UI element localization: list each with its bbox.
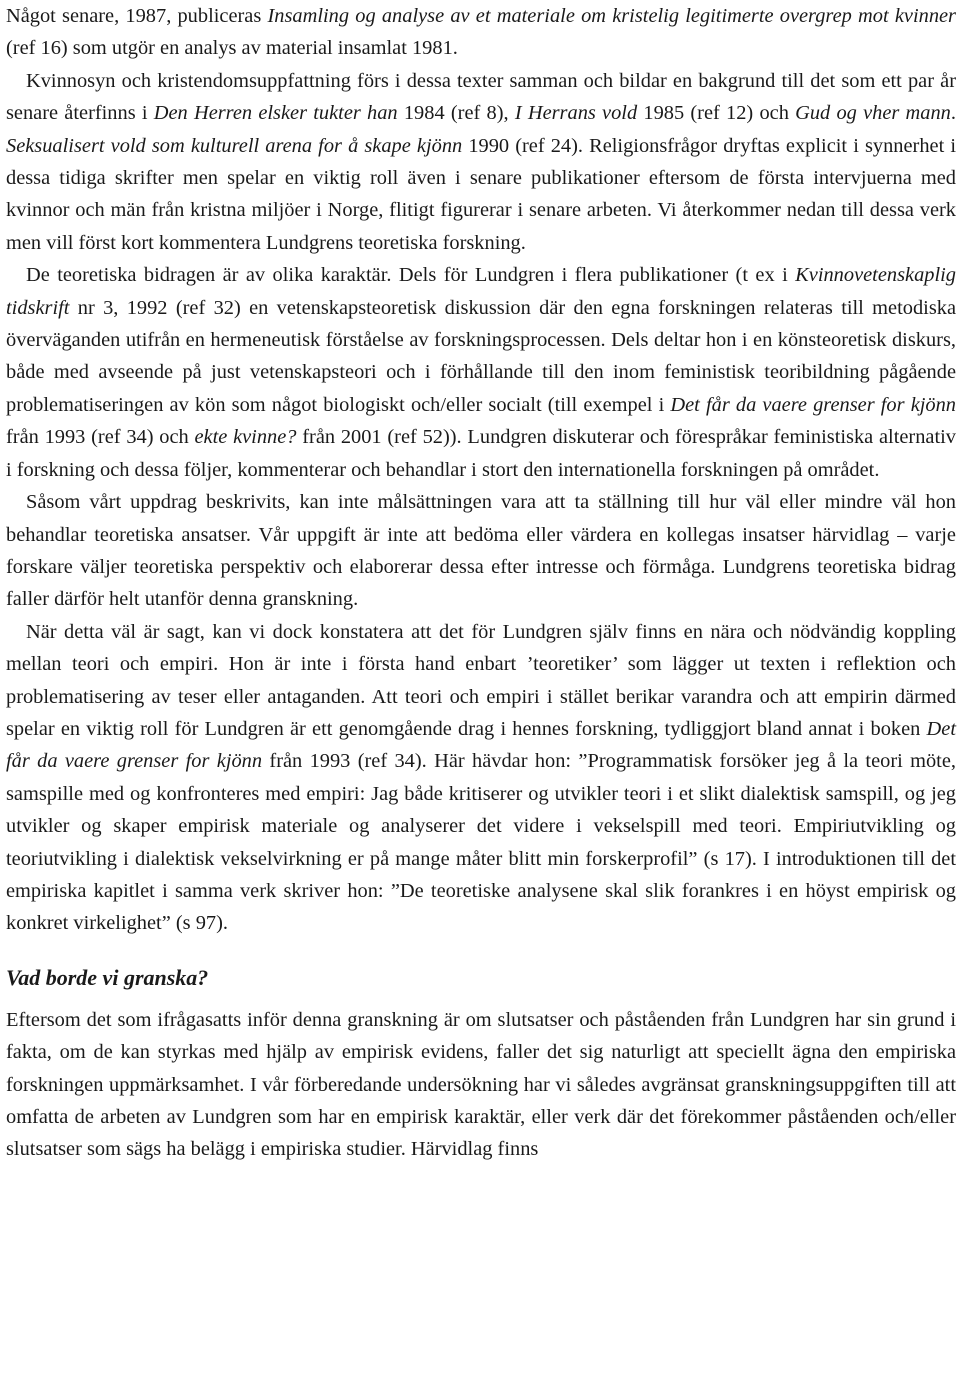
body-text-run: Kvinnosyn och kristendomsuppfattning förs i dessa texter samman och bildar en bakgrund till det som ett par år senare återfinns i	[6, 69, 956, 125]
italic-title-text: Den Herren elsker tukter han	[153, 102, 398, 125]
italic-title-text: Det får da vaere grenser for kjönn	[670, 393, 956, 416]
italic-title-text: Det får da vaere grenser for kjönn	[6, 717, 956, 773]
paragraph-3	[6, 259, 956, 486]
body-text-run: från 1993 (ref 34) och	[6, 426, 195, 449]
body-text-run: från 1993 (ref 34). Här hävdar hon: ”Programmatisk forsöker jeg å la teori möte, samspille med og konfronteres med empiri: Jag både kritiserer og utvikler teori i et slikt dialektisk samspill, og jeg utvikler og skaper empirisk materiale og analyserer det videre i vekselspill med teori. Empiriutvikling og teoriutvikling i dialektisk vekselvirkning er på mange måter blitt min forskerprofil” (s 17). I introduktionen till det empiriska kapitlet i samma verk skriver hon: ”De teoretiske analysene skal slik forankres i en höyst empirisk og konkret virkelighet” (s 97).	[6, 750, 956, 935]
paragraph-1	[6, 0, 956, 65]
italic-title-text: Kvinnovetenskaplig tidskrift	[6, 264, 956, 319]
body-text-run: från 2001 (ref 52)). Lundgren diskuterar och förespråkar feministiska alternativ i forskning och dessa följer, kommenterar och behandlar i stort den internationella forskningen på området.	[6, 426, 956, 481]
body-text-run: Såsom vårt uppdrag beskrivits, kan inte målsättningen vara att ta ställning till hur väl eller mindre väl hon behandlar teoretiska ansatser. Vår uppgift är inte att bedöma eller värdera en kollegas insatser härvidlag – varje forskare väljer teoretiska perspektiv och elaborerar dessa efter intresse och förmåga. Lundgrens teoretiska bidrag faller därför helt utanför denna granskning.	[6, 491, 956, 611]
body-text-run: Något senare, 1987, publiceras	[6, 5, 268, 27]
heading-spacer-after	[6, 994, 956, 1004]
italic-title-text: I Herrans vold	[514, 102, 638, 125]
body-text-run: 1990 (ref 24). Religionsfrågor dryftas explicit i synnerhet i dessa tidiga skrifter men spelar en viktig roll även i senare publikationer eftersom de första intervjuerna med kvinnor och män från kristna miljöer i Norge, flitigt figurerar i senare arbeten. Vi återkommer nedan till dessa verk men vill först kort kommentera Lundgrens teoretiska forskning.	[6, 134, 957, 254]
body-text-run: Eftersom det som ifrågasatts inför denna granskning är om slutsatser och påståenden från Lundgren har sin grund i fakta, om de kan styrkas med hjälp av empirisk evidens, faller det sig naturligt att speciellt ägna den empiriska forskningen uppmärksamhet. I vår förberedande undersökning har vi således avgränsat granskningsuppgiften till att omfatta de arbeten av Lundgren som har en empirisk karaktär, eller verk där det förekommer påståenden och/eller slutsatser som sägs ha belägg i empiriska studier. Härvidlag finns	[6, 1008, 956, 1161]
heading-spacer	[6, 940, 956, 962]
body-text-run: De teoretiska bidragen är av olika karaktär. Dels för Lundgren i flera publikationer (t ex i	[26, 264, 796, 287]
body-text-run: 1985 (ref 12) och	[637, 102, 796, 125]
body-text-before-heading	[6, 0, 956, 940]
italic-title-text: ekte kvinne?	[194, 426, 297, 449]
body-text-run: 1984 (ref 8),	[397, 102, 515, 125]
italic-title-text: Insamling og analyse av et materiale om kristelig legitimerte overgrep mot kvinner	[267, 5, 956, 27]
body-text-run: nr 3, 1992 (ref 32) en vetenskapsteoretisk diskussion där den egna forskningen relateras till metodiska överväganden utifrån en hermeneutisk förståelse av forskningsprocessen. Dels deltar hon i en könsteoretisk diskurs, både med avseende på just vetenskapsteori och i förhållande till den inom feministisk teoribildning pågående problematiseringen av kön som något biologiskt och/eller socialt (till exempel i	[6, 296, 956, 416]
italic-title-text: Seksualisert vold som kulturell arena for å skape kjönn	[6, 134, 463, 157]
paragraph-6	[6, 1004, 956, 1166]
body-text-run: (ref 16) som utgör en analys av material insamlat 1981.	[6, 37, 458, 60]
body-text-run: När detta väl är sagt, kan vi dock konstatera att det för Lundgren själv finns en nära och nödvändig koppling mellan teori och empiri. Hon är inte i första hand enbart ’teoretiker’ som lägger ut texten i reflektion och problematisering av teser eller antaganden. Att teori och empiri i stället berikar varandra och att empirin därmed spelar en viktig roll för Lundgren är ett genomgående drag i hennes forskning, tydliggjort bland annat i boken	[6, 620, 956, 740]
italic-title-text: Gud og vher mann	[795, 102, 951, 125]
paragraph-2	[6, 65, 956, 259]
paragraph-4	[6, 486, 956, 616]
section-heading: Vad borde vi granska?	[6, 964, 209, 990]
body-text-run: .	[950, 102, 956, 125]
paragraph-5	[6, 616, 956, 940]
